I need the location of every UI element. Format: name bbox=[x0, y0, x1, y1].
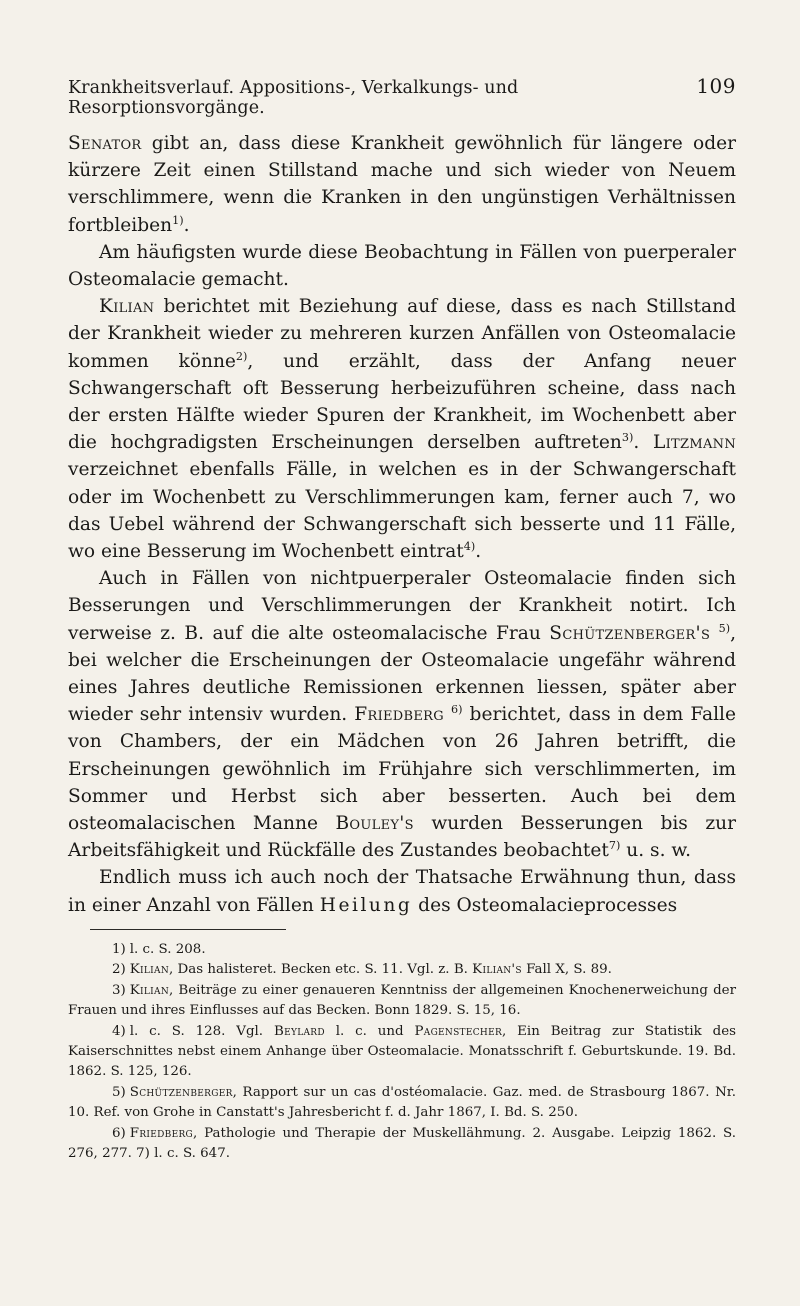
text-run: l. c. S. 208. bbox=[129, 941, 206, 957]
text-run: Endlich muss ich auch noch der Thatsache Erwähnung thun, dass in einer Anzahl von Fällen bbox=[68, 867, 736, 916]
text-run: , Das halisteret. Becken etc. S. 11. Vgl. z. B. bbox=[169, 962, 473, 978]
paragraph bbox=[68, 130, 736, 239]
footnote bbox=[68, 1022, 736, 1083]
author-name: Beylard bbox=[273, 1023, 325, 1039]
page-number: 109 bbox=[696, 74, 736, 98]
author-name: Friedberg bbox=[129, 1125, 194, 1141]
text-run: Auch in Fällen von nichtpuerperaler Osteomalacie finden sich Besserungen und Verschlimmerungen der Krankheit notirt. Ich verweise z. B. auf die alte osteomalacische Frau bbox=[68, 568, 736, 644]
text-run: , Rapport sur un cas d'ostéomalacie. Gaz. med. de Strasbourg 1867. Nr. 10. Ref. von Grohe in Canstatt's Jahresbericht f. d. Jahr 1867, I. Bd. S. 250. bbox=[68, 1084, 736, 1121]
author-name: Kilian bbox=[99, 296, 155, 318]
footnote-number: 4) bbox=[112, 1023, 126, 1039]
footnote bbox=[68, 981, 736, 1022]
footnote-ref: 2) bbox=[235, 349, 248, 363]
text-run: . bbox=[633, 432, 653, 454]
text-run: , Ein Beitrag zur Statistik des Kaiserschnittes nebst einem Anhange über Osteomalacie. Monatsschrift f. Geburtskunde. 19. Bd. 1862. S. 125, 126. bbox=[68, 1023, 736, 1080]
footnote-ref: 4) bbox=[463, 539, 476, 553]
paragraph bbox=[68, 239, 736, 293]
footnotes bbox=[68, 940, 736, 1164]
text-run: , bei welcher die Erscheinungen der Osteomalacie ungefähr während eines Jahres deutliche Remissionen erkennen liessen, später aber wieder sehr intensiv wurden. bbox=[68, 622, 736, 726]
paragraph bbox=[68, 565, 736, 864]
running-header bbox=[68, 74, 736, 118]
text-run: gibt an, dass diese Krankheit gewöhnlich für längere oder kürzere Zeit einen Stillstand mache und sich wieder von Neuem verschlimmere, wenn die Kranken in den ungünstigen Verhältnissen fortbleiben bbox=[68, 133, 736, 236]
footnote-ref: 3) bbox=[621, 431, 634, 445]
author-name: Friedberg bbox=[354, 704, 444, 726]
footnote-number: 5) bbox=[112, 1084, 126, 1100]
author-name: Senator bbox=[68, 133, 142, 154]
text-run: Fall X, S. 89. bbox=[521, 962, 612, 978]
text-run: Am häufigsten wurde diese Beobachtung in Fällen von puerperaler Osteomalacie gemacht. bbox=[68, 241, 736, 291]
footnote bbox=[68, 1124, 736, 1165]
footnote bbox=[68, 1083, 736, 1124]
footnote-ref: 7) bbox=[608, 839, 621, 853]
text-run: wurden Besserungen bis zur Arbeitsfähigkeit und Rückfälle des Zustandes beobachtet bbox=[68, 813, 736, 862]
paragraph bbox=[68, 864, 736, 918]
author-name: Pagenstecher bbox=[414, 1023, 503, 1039]
emphasis-text: Heilung bbox=[319, 894, 413, 916]
text-run: u. s. w. bbox=[620, 840, 692, 862]
text-run: , Beiträge zu einer genaueren Kenntniss der allgemeinen Knochenerweichung der Frauen und ihres Einflusses auf das Becken. Bonn 1829. S. 15, 16. bbox=[68, 982, 736, 1019]
footnote-divider bbox=[90, 929, 286, 930]
author-name: Bouley's bbox=[335, 813, 414, 835]
text-run bbox=[710, 623, 718, 644]
running-title: Krankheitsverlauf. Appositions-, Verkalkungs- und Resorptionsvorgänge. bbox=[68, 78, 519, 118]
text-run bbox=[444, 704, 451, 725]
footnote-number: 6) bbox=[112, 1125, 126, 1141]
footnote-ref: 5) bbox=[718, 621, 731, 635]
text-run: . bbox=[475, 541, 482, 563]
text-run: . bbox=[183, 214, 190, 236]
author-name: Schützenberger's bbox=[549, 622, 711, 644]
footnote-number: 2) bbox=[112, 962, 126, 978]
text-run: berichtet mit Beziehung auf diese, dass es nach Stillstand der Krankheit wieder zu mehreren kurzen Anfällen von Osteomalacie kommen könne bbox=[68, 296, 736, 372]
text-run: , Pathologie und Therapie der Muskellähmung. 2. Ausgabe. Leipzig 1862. S. 276, 277. 7) l. c. S. 647. bbox=[68, 1125, 736, 1161]
text-run: , und erzählt, dass der Anfang neuer Schwangerschaft oft Besserung herbeizuführen scheine, dass nach der ersten Hälfte wieder Spuren der Krankheit, im Wochenbett aber die hochgradigsten Erscheinungen derselben auftreten bbox=[68, 350, 736, 454]
author-name: Litzmann bbox=[652, 432, 736, 454]
body-text bbox=[68, 130, 736, 919]
paragraph bbox=[68, 293, 736, 565]
text-run: des Osteomalacieprocesses bbox=[412, 894, 678, 916]
footnote-ref: 6) bbox=[451, 703, 463, 717]
footnote-number: 1) bbox=[112, 941, 126, 957]
footnote bbox=[68, 960, 736, 980]
footnote-number: 3) bbox=[112, 982, 126, 998]
author-name: Schützenberger bbox=[129, 1084, 233, 1100]
text-run: berichtet, dass in dem Falle von Chambers, der ein Mädchen von 26 Jahren betrifft, die Erscheinungen gewöhnlich im Frühjahre sich verschlimmerten, im Sommer und Herbst sich aber besserten. Auch bei dem osteomalacischen Manne bbox=[68, 704, 736, 835]
footnote-ref: 1) bbox=[172, 213, 184, 227]
text-run: verzeichnet ebenfalls Fälle, in welchen es in der Schwangerschaft oder im Wochenbett zu Verschlimmerungen kam, ferner auch 7, wo das Uebel während der Schwangerschaft sich besserte und 11 Fälle, wo eine Besserung im Wochenbett eintrat bbox=[68, 459, 736, 563]
author-name: Kilian bbox=[129, 962, 170, 978]
author-name: Kilian bbox=[129, 982, 170, 998]
text-run: l. c. S. 128. Vgl. bbox=[129, 1023, 274, 1039]
text-run: l. c. und bbox=[324, 1023, 415, 1039]
author-name: Kilian's bbox=[472, 962, 522, 978]
footnote bbox=[68, 940, 736, 960]
